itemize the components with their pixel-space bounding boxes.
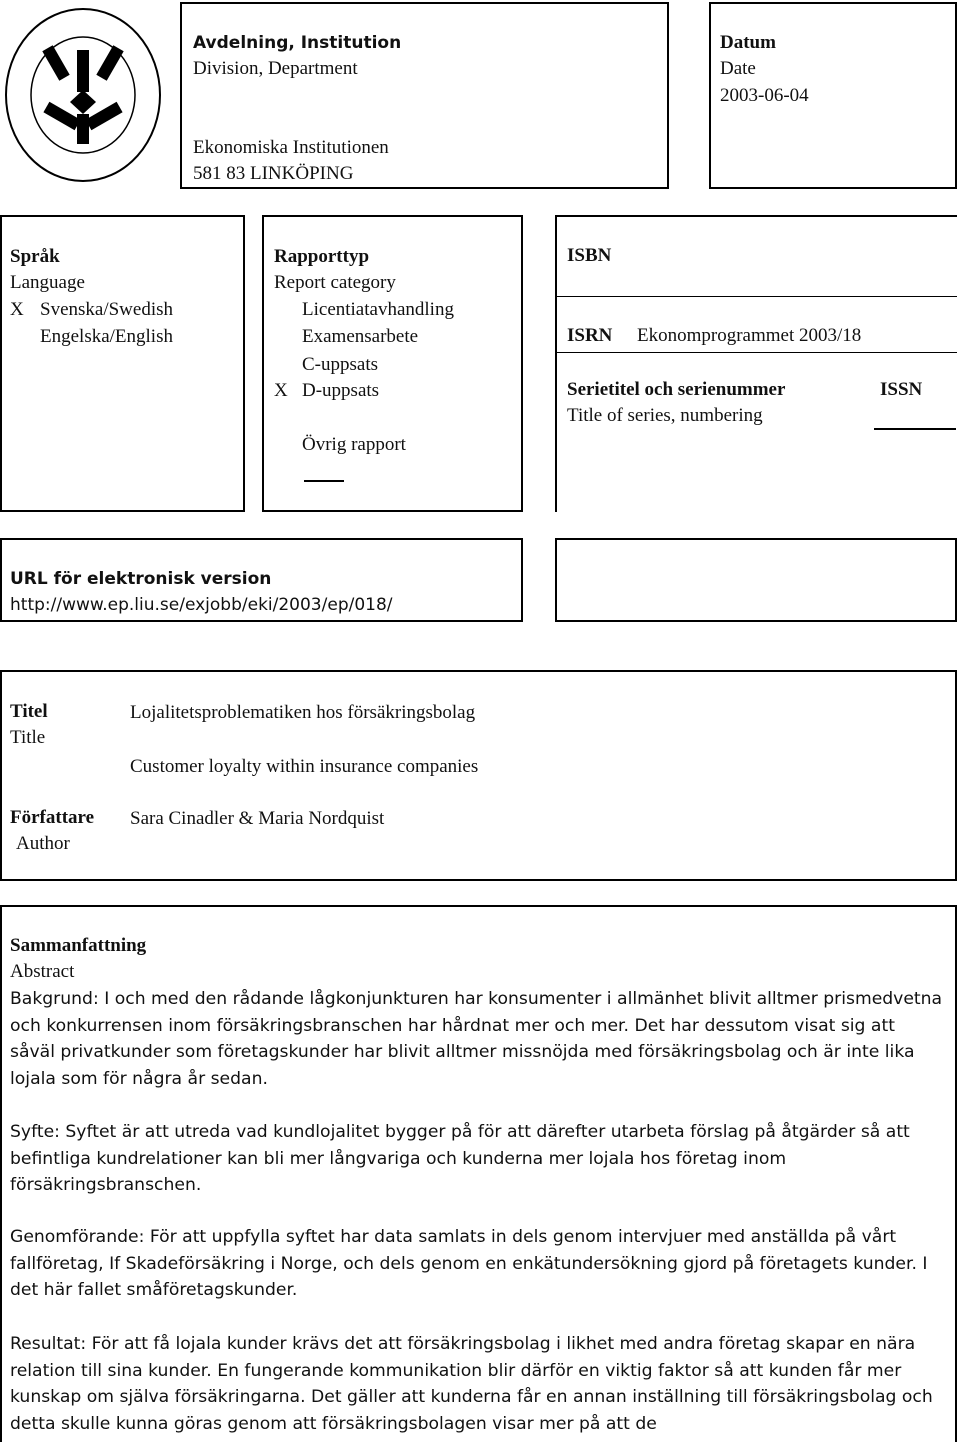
institution-heading-en: Division, Department bbox=[193, 58, 358, 79]
title-value-en: Customer loyalty within insurance companies bbox=[130, 756, 479, 777]
report-option-mark: X bbox=[274, 380, 288, 401]
abstract-paragraph-bakgrund: Bakgrund: I och med den rådande lågkonjunkturen har konsumenter i allmänhet blivit alltmer prismedvetna och konkurrensen inom försäkringsbranschen har hårdnat mer och mer. Det har dessutom visat sig att såväl privatkunder som företagskunder har blivit alltmer missnöjda med försäkringsbolag och är inte lika lojala som för några år sedan. bbox=[10, 989, 943, 1089]
issn-blank-line bbox=[874, 428, 956, 430]
report-option-ovrig: Övrig rapport bbox=[302, 434, 406, 455]
abstract-paragraph-genomforande: Genomförande: För att uppfylla syftet har data samlats in dels genom intervjuer med anställda på vårt fallföretag, If Skadeförsäkring i Norge, och dels genom en enkätundersökning gjord på företagets kunder. I det här fallet småföretagskunder. bbox=[10, 1227, 928, 1300]
isbn-box-bottom bbox=[555, 488, 957, 512]
abstract-heading-en: Abstract bbox=[10, 961, 75, 982]
issn-label: ISSN bbox=[880, 379, 923, 400]
abstract-heading-sv: Sammanfattning bbox=[10, 935, 147, 956]
abstract-paragraph-syfte: Syfte: Syftet är att utreda vad kundlojalitet bygger på för att därefter utarbeta förslag på åtgärder så att befintliga kundrelationer kan bli mer långvariga och kunderna mer lojala hos företag inom försäkringsbranschen. bbox=[10, 1122, 910, 1195]
institution-address: 581 83 LINKÖPING bbox=[193, 163, 354, 184]
isbn-box bbox=[555, 215, 957, 512]
isrn-divider bbox=[557, 352, 957, 353]
url-right-box bbox=[555, 538, 957, 622]
report-heading-en: Report category bbox=[274, 272, 396, 293]
language-option-english: Engelska/English bbox=[40, 326, 173, 347]
author-value: Sara Cinadler & Maria Nordquist bbox=[130, 808, 385, 829]
series-heading-en: Title of series, numbering bbox=[567, 405, 763, 426]
university-logo bbox=[4, 6, 162, 184]
series-heading-sv: Serietitel och serienummer bbox=[567, 379, 786, 400]
title-heading-sv: Titel bbox=[10, 701, 48, 722]
url-link[interactable]: http://www.ep.liu.se/exjobb/eki/2003/ep/018/ bbox=[10, 595, 393, 615]
isrn-value: Ekonomprogrammet 2003/18 bbox=[637, 325, 862, 346]
report-option-examensarbete: Examensarbete bbox=[302, 326, 419, 347]
language-heading-en: Language bbox=[10, 272, 85, 293]
isrn-label: ISRN bbox=[567, 325, 613, 346]
report-option-c-uppsats: C-uppsats bbox=[302, 354, 378, 375]
report-option-licentiat: Licentiatavhandling bbox=[302, 299, 454, 320]
date-value: 2003-06-04 bbox=[720, 85, 809, 106]
report-heading-sv: Rapporttyp bbox=[274, 246, 370, 267]
isbn-divider bbox=[557, 296, 957, 297]
isbn-label: ISBN bbox=[567, 245, 612, 266]
report-other-blank-line bbox=[304, 480, 344, 482]
institution-name: Ekonomiska Institutionen bbox=[193, 137, 389, 158]
title-heading-en: Title bbox=[10, 727, 46, 748]
language-heading-sv: Språk bbox=[10, 246, 60, 267]
title-value-sv: Lojalitetsproblematiken hos försäkringsbolag bbox=[130, 702, 476, 723]
author-heading-sv: Författare bbox=[10, 807, 95, 828]
date-heading-en: Date bbox=[720, 58, 756, 79]
url-heading: URL för elektronisk version bbox=[10, 569, 272, 589]
language-option-mark: X bbox=[10, 299, 24, 320]
language-option-swedish: Svenska/Swedish bbox=[40, 299, 173, 320]
report-option-d-uppsats: D-uppsats bbox=[302, 380, 380, 401]
institution-heading-sv: Avdelning, Institution bbox=[193, 33, 402, 53]
date-heading-sv: Datum bbox=[720, 32, 776, 53]
author-heading-en: Author bbox=[16, 833, 70, 854]
abstract-paragraph-resultat: Resultat: För att få lojala kunder krävs det att försäkringsbolag i likhet med andra företag skapar en nära relation till sina kunder. En fungerande kommunikation blir därför en viktig faktor så att kunden får mer kunskap om själva försäkringarna. Det gäller att kunderna får en annan inställning till försäkringsbolag och detta skulle kunna göras genom att försäkringsbolagen visar mer på att de bbox=[10, 1334, 933, 1434]
